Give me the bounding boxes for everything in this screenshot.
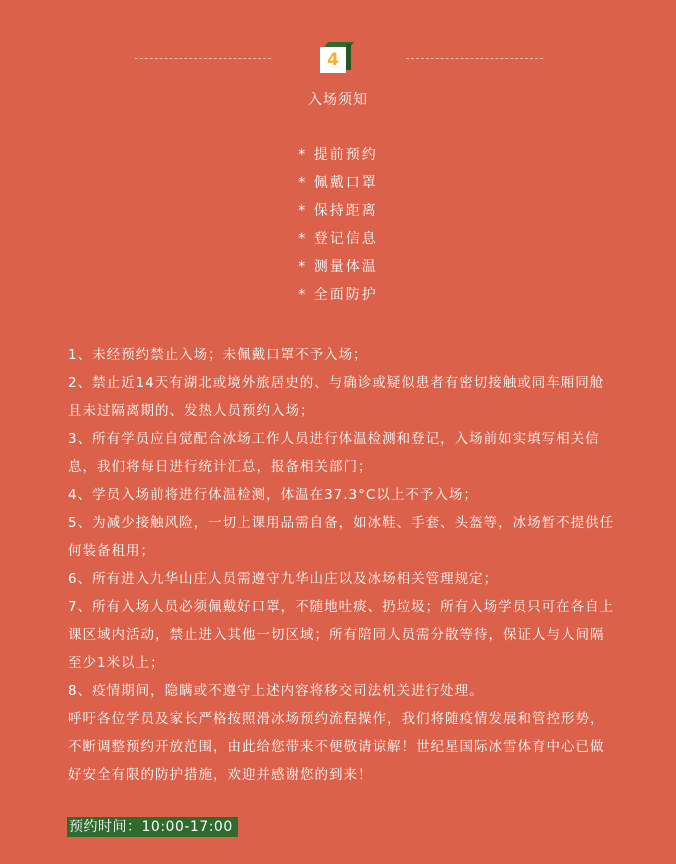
rule-item: 1、未经预约禁止入场；未佩戴口罩不予入场； [68, 347, 368, 363]
bullet-item: * 佩戴口罩 [298, 175, 378, 191]
section-title: 入场须知 [308, 92, 368, 108]
rule-item: 5、为减少接触风险，一切上课用品需自备，如冰鞋、手套、头盔等，冰场暂不提供任何装备租用； [68, 515, 615, 559]
rule-item: 8、疫情期间，隐瞒或不遵守上述内容将移交司法机关进行处理。 [68, 683, 484, 699]
section-header [0, 42, 676, 76]
closing-paragraph: 呼吁各位学员及家长严格按照滑冰场预约流程操作，我们将随疫情发展和管控形势，不断调整预约开放范围，由此给您带来不便敬请谅解！世纪星国际冰雪体育中心已做好安全有限的防护措施，欢迎并感谢您的到来！ [68, 711, 605, 783]
rule-item: 7、所有入场人员必须佩戴好口罩，不随地吐痰、扔垃圾；所有入场学员只可在各自上课区域内活动，禁止进入其他一切区域；所有陪同人员需分散等待，保证人与人间隔至少1米以上； [68, 599, 615, 671]
bullet-list [0, 145, 676, 313]
section-number-cube-icon [320, 42, 354, 76]
rule-item: 4、学员入场前将进行体温检测，体温在37.3°C以上不予入场； [68, 487, 478, 503]
right-dashed-divider [406, 58, 543, 59]
rule-item: 2、禁止近14天有湖北或境外旅居史的、与确诊或疑似患者有密切接触或同车厢同舱且未过隔离期的、发热人员预约入场； [68, 375, 605, 419]
rule-item: 6、所有进入九华山庄人员需遵守九华山庄以及冰场相关管理规定； [68, 571, 499, 587]
bullet-item: * 提前预约 [298, 147, 378, 163]
bullet-item: * 登记信息 [298, 231, 378, 247]
rules-list [68, 341, 616, 789]
bullet-item: * 保持距离 [298, 203, 378, 219]
left-dashed-divider [135, 58, 271, 59]
booking-hours-label: 预约时间：10:00-17:00 [67, 817, 238, 837]
bullet-item: * 测量体温 [298, 259, 378, 275]
bullet-item: * 全面防护 [298, 287, 378, 303]
section-number: 4 [320, 47, 346, 73]
rule-item: 3、所有学员应自觉配合冰场工作人员进行体温检测和登记，入场前如实填写相关信息，我们将每日进行统计汇总，报备相关部门； [68, 431, 600, 475]
cube-side-face [346, 44, 351, 70]
